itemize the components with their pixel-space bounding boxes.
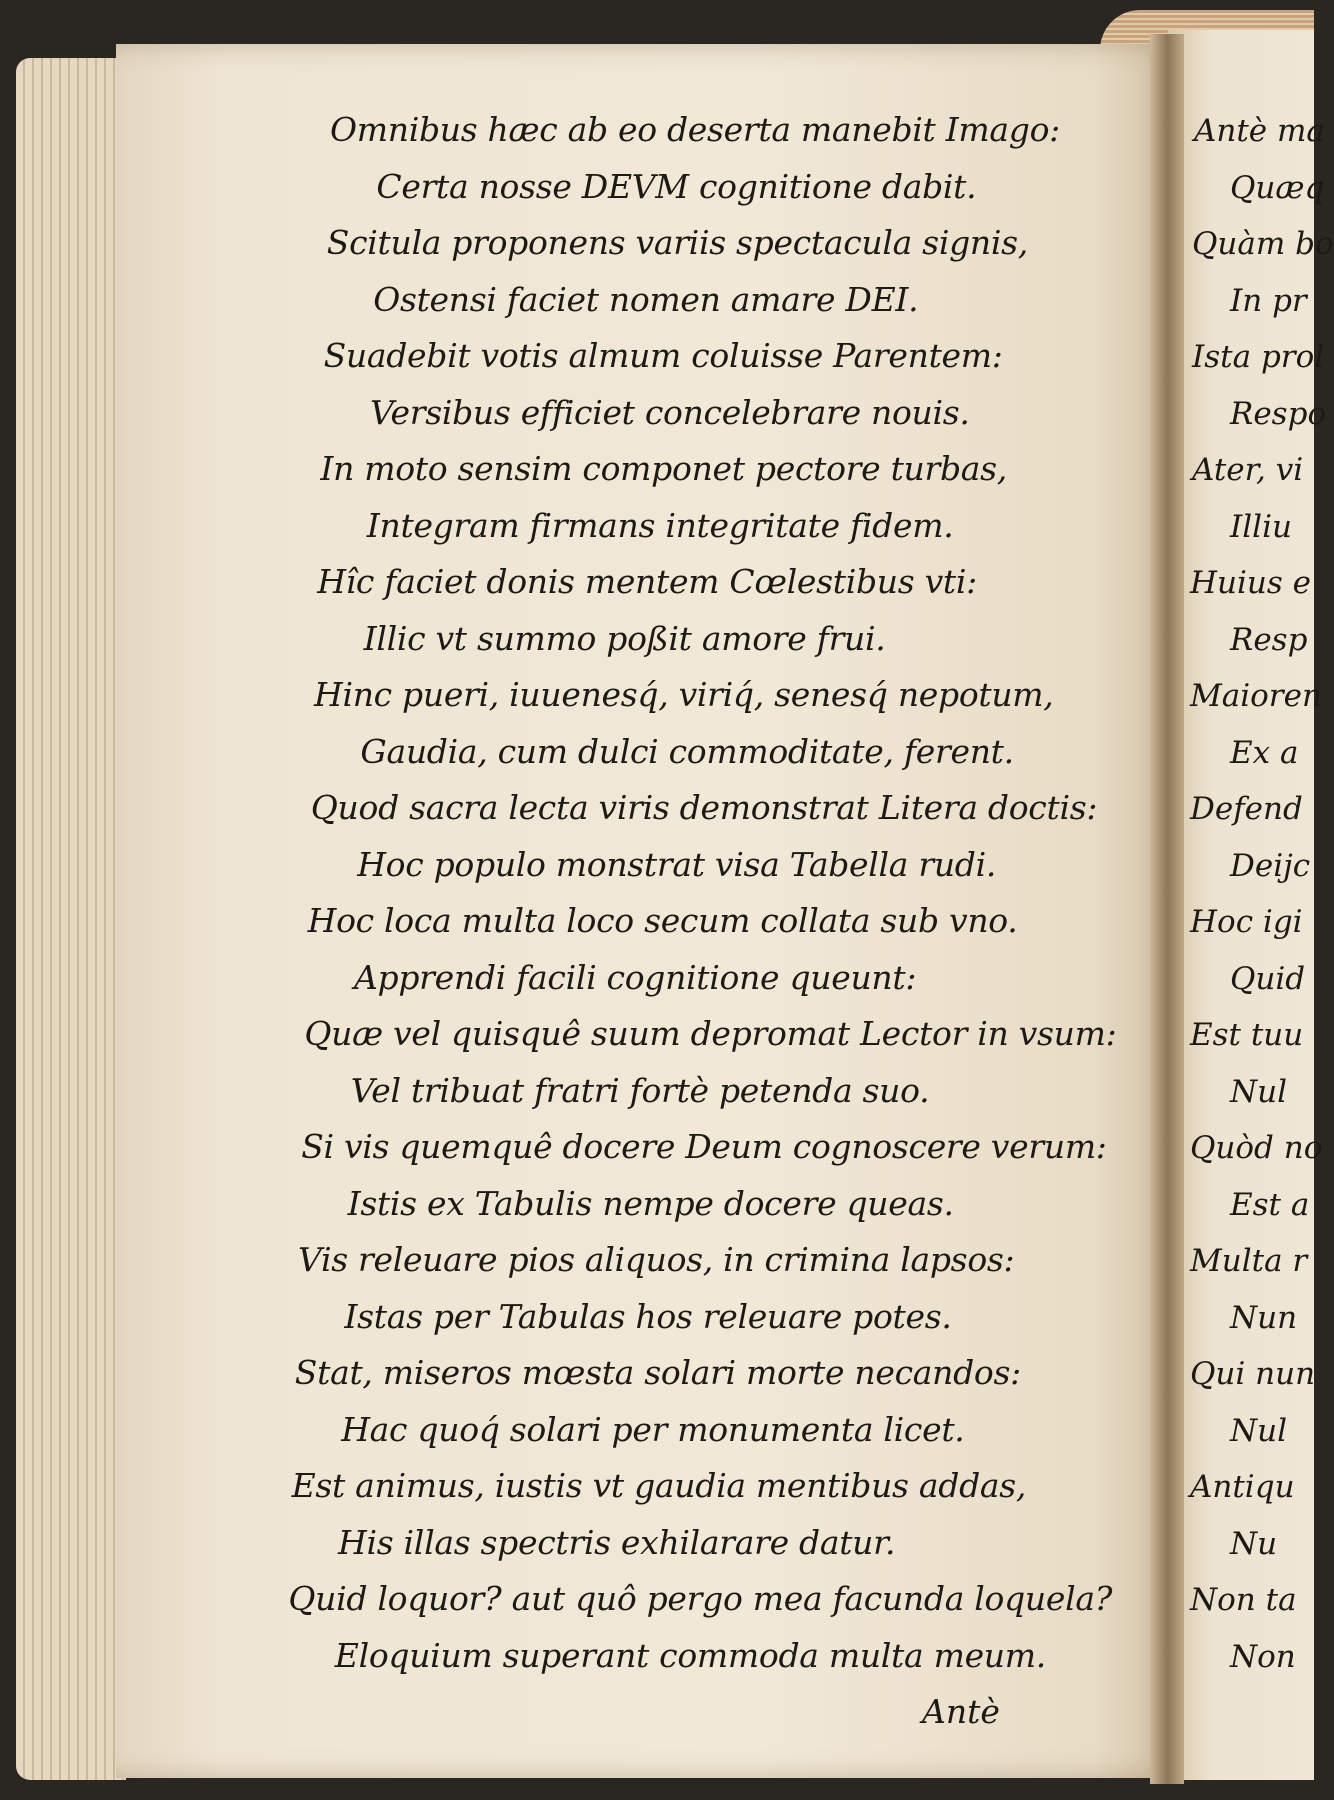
right-verse-line: Ater, vi [1192,452,1304,488]
right-verse-line: Quòd no [1190,1130,1323,1166]
verse-line: Hinc pueri, iuuenesq́, viriq́, senesq́ nepotum, [314,675,1054,714]
right-verse-line: Defend [1190,791,1303,827]
right-verse-line: Nul [1230,1073,1288,1110]
right-verse-line: Qui nun [1190,1356,1316,1392]
verse-line: Quod sacra lecta viris demonstrat Litera doctis: [310,788,1098,827]
verse-line: In moto sensim componet pectore turbas, [320,449,1007,488]
right-verse-line: Ista prol [1192,339,1325,375]
verse-line: Hoc loca multa loco secum collata sub vno. [307,901,1018,940]
verse-line: Stat, miseros mœsta solari morte necandos: [294,1353,1021,1392]
verse-line: Quid loquor? aut quô pergo mea facunda loquela? [288,1579,1113,1618]
verse-line: Illic vt summo poßit amore frui. [363,618,886,658]
right-verse-line: Est a [1230,1186,1310,1223]
right-verse-line: Illiu [1230,508,1292,545]
right-verse-line: Deijc [1230,847,1311,884]
right-verse-line: Antiqu [1190,1469,1295,1505]
verse-line: Vis releuare pios aliquos, in crimina lapsos: [298,1240,1015,1279]
verse-line: Quæ vel quisquê suum depromat Lector in vsum: [304,1014,1117,1053]
right-verse-line: Non [1230,1638,1296,1675]
right-verse-line: Hoc igi [1190,904,1303,940]
right-verse-line: Respo [1230,395,1327,432]
right-verse-line: Ex a [1230,734,1299,771]
verse-line: Vel tribuat fratri fortè petenda suo. [350,1070,930,1110]
verse-line: Versibus efficiet concelebrare nouis. [370,392,970,432]
right-page-text [1180,0,1334,1800]
verse-line: Gaudia, cum dulci commoditate, ferent. [360,731,1014,771]
catchword: Antè [922,1692,1000,1731]
right-verse-line: Nun [1230,1299,1298,1336]
verse-line: Hîc faciet donis mentem Cœlestibus vti: [317,562,977,601]
right-verse-line: Antè ma [1194,113,1325,149]
right-verse-line: Maioren [1190,678,1322,714]
right-verse-line: Resp [1230,621,1308,658]
verse-line: Eloquium superant commoda multa meum. [334,1635,1046,1675]
verse-line: Certa nosse DEVM cognitione dabit. [376,166,977,206]
verse-line: Si vis quemquê docere Deum cognoscere verum: [301,1127,1107,1166]
right-verse-line: Multa r [1190,1243,1308,1279]
verse-line: Apprendi facili cognitione queunt: [354,957,917,997]
verse-line: Istis ex Tabulis nempe docere queas. [347,1183,954,1223]
verse-line: Hoc populo monstrat visa Tabella rudi. [357,844,997,884]
verse-line: His illas spectris exhilarare datur. [338,1522,896,1562]
right-verse-line: Quæq [1230,169,1325,206]
verse-line: Scitula proponens variis spectacula signis, [326,223,1028,262]
right-verse-line: In pr [1230,282,1307,319]
verse-line: Hac quoq́ solari per monumenta licet. [341,1409,965,1449]
verse-line: Integram firmans integritate fidem. [366,505,954,545]
verse-line: Est animus, iustis vt gaudia mentibus addas, [291,1466,1027,1505]
right-verse-line: Est tuu [1190,1017,1304,1053]
right-verse-line: Quàm bo [1192,226,1334,262]
verse-line: Omnibus hæc ab eo deserta manebit Imago: [330,110,1060,149]
verse-line: Ostensi faciet nomen amare DEI. [373,279,919,319]
right-verse-line: Huius e [1190,565,1311,601]
verse-line: Suadebit votis almum coluisse Parentem: [323,336,1003,375]
verse-line: Istas per Tabulas hos releuare potes. [344,1296,952,1336]
right-verse-line: Nu [1230,1525,1278,1562]
right-verse-line: Non ta [1190,1582,1297,1618]
right-verse-line: Quid [1230,960,1306,997]
right-verse-line: Nul [1230,1412,1288,1449]
